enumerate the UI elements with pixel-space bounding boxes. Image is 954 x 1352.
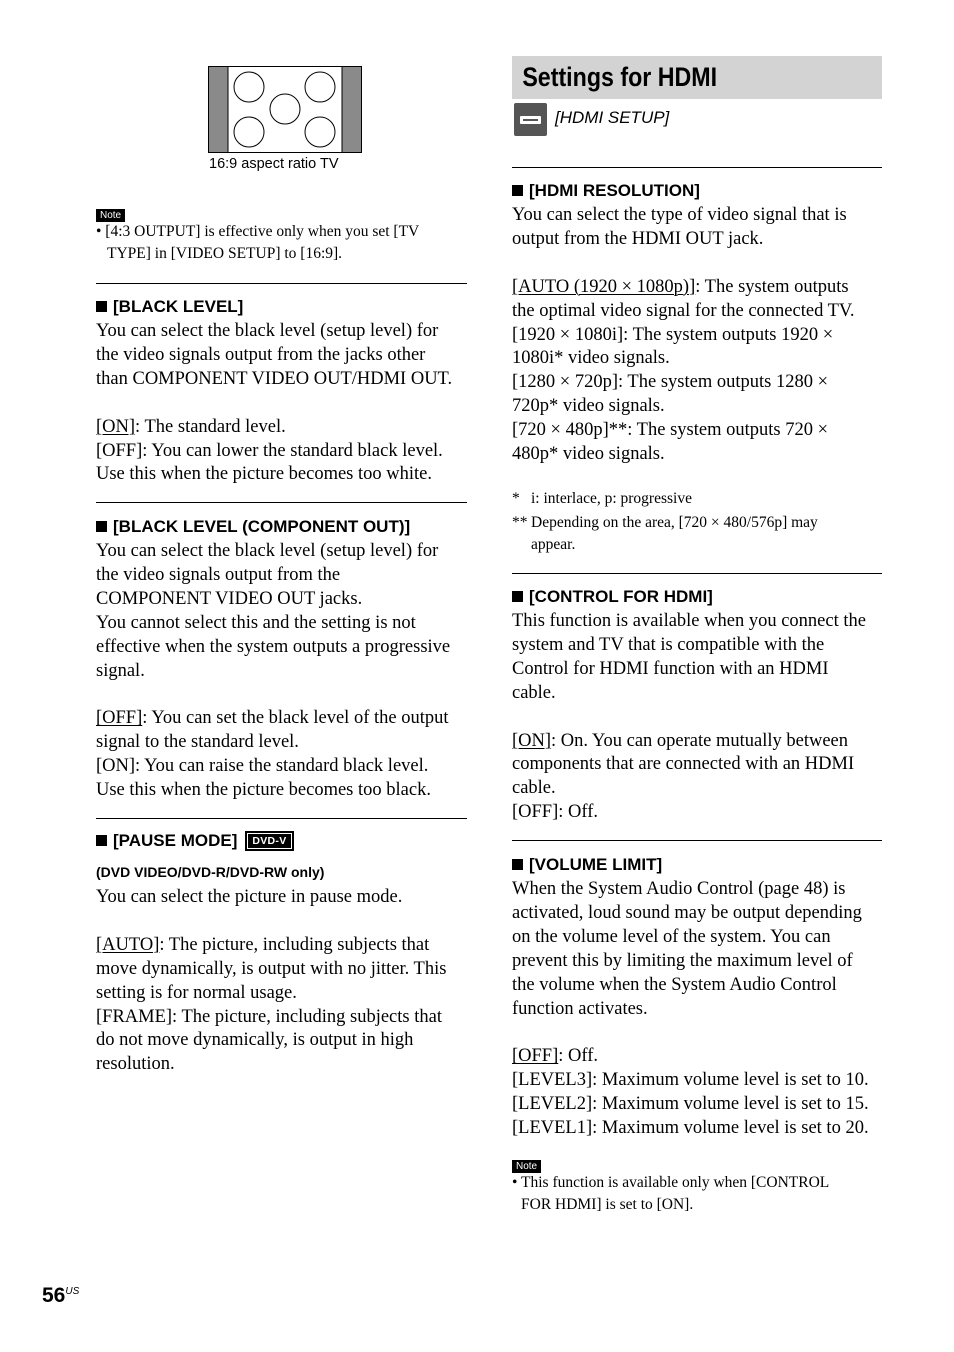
tv-illustration: [208, 66, 362, 159]
note-text: • [4:3 OUTPUT] is effective only when you set [TV TYPE] in [VIDEO SETUP] to [16:9].: [96, 223, 420, 262]
hdmi-resolution-heading: [HDMI RESOLUTION]: [512, 180, 884, 202]
volume-limit-section: [VOLUME LIMIT] When the System Audio Control (page 48) is activated, loud sound may be output depending on the volume level of the system. You can prevent this by limiting the maximum level of the volume when the System Audio Control function activates. [OFF]: Off. [LEVEL3]: Maximum volume level is set to 10. [LEVEL2]: Maximum volume level is set to 15. [LEVEL1]: Maximum volume level is set to 20.: [512, 854, 884, 1141]
pause-mode-section: [PAUSE MODE] DVD-V (DVD VIDEO/DVD-R/DVD-RW only) You can select the picture in pause mode. [AUTO]: The picture, including subjects that move dynamically, is output with no jitter. This setting is for normal usage. [FRAME]: The picture, including subjects that do not move dynamically, is output in high resolution.: [96, 830, 467, 1077]
aspect-ratio-tv-icon: [208, 66, 362, 154]
square-bullet-icon: [512, 591, 523, 602]
page-number: $56^{US}$: [42, 1284, 80, 1307]
black-level-component-heading: [BLACK LEVEL (COMPONENT OUT)]: [96, 516, 467, 538]
square-bullet-icon: [96, 835, 107, 846]
black-level-section: [BLACK LEVEL] You can select the black level (setup level) for the video signals output from the jacks other than COMPONENT VIDEO OUT/HDMI OUT. [ON]: The standard level. [OFF]: You can lower the standard black level. Use this when the picture becomes too white.: [96, 296, 467, 487]
hdmi-setup-icon: [514, 103, 547, 141]
divider: [96, 818, 467, 819]
square-bullet-icon: [96, 521, 107, 532]
setup-label: [HDMI SETUP]: [555, 108, 670, 127]
divider: [512, 840, 882, 841]
divider: [96, 283, 467, 284]
pause-mode-heading: [PAUSE MODE] DVD-V: [96, 830, 467, 852]
square-bullet-icon: [512, 859, 523, 870]
volume-limit-heading: [VOLUME LIMIT]: [512, 854, 884, 876]
square-bullet-icon: [96, 301, 107, 312]
footnotes: * i: interlace, p: progressive ** Depending on the area, [720 × 480/576p] may appear.: [512, 490, 818, 553]
dvd-v-badge: DVD-V: [245, 831, 293, 851]
square-bullet-icon: [512, 185, 523, 196]
section-title-bar: [512, 56, 882, 99]
divider: [96, 502, 467, 503]
tv-caption: 16:9 aspect ratio TV: [209, 156, 339, 172]
pause-mode-subheading: (DVD VIDEO/DVD-R/DVD-RW only): [96, 864, 325, 880]
note-badge: Note: [512, 1160, 541, 1173]
black-level-heading: [BLACK LEVEL]: [96, 296, 467, 318]
section-title: Settings for HDMI: [522, 62, 718, 92]
divider: [512, 167, 882, 168]
hdmi-resolution-section: [HDMI RESOLUTION] You can select the type of video signal that is output from the HDMI OUT jack. [AUTO (1920 × 1080p)]: The system outputs the optimal video signal for the connected TV. [1920 × 1080i]: The system outputs 1920 × 1080i* video signals. [1280 × 720p]: The system outputs 1280 × 720p* video signals. [720 × 480p]**: The system outputs 720 × 480p* video signals.: [512, 180, 884, 467]
divider: [512, 573, 882, 574]
control-for-hdmi-heading: [CONTROL FOR HDMI]: [512, 586, 884, 608]
note-text: • This function is available only when [CONTROL FOR HDMI] is set to [ON].: [512, 1174, 830, 1213]
control-for-hdmi-section: [CONTROL FOR HDMI] This function is available when you connect the system and TV that is compatible with the Control for HDMI function with an HDMI cable. [ON]: On. You can operate mutually between components that are connected with an HDMI cable. [OFF]: Off.: [512, 586, 884, 825]
black-level-component-section: [BLACK LEVEL (COMPONENT OUT)] You can select the black level (setup level) for the video signals output from the COMPONENT VIDEO OUT jacks. You cannot select this and the setting is not effective when the system outputs a progressive signal. [OFF]: You can set the black level of the output signal to the standard level. [ON]: You can raise the standard black level. Use this when the picture becomes too black.: [96, 516, 467, 803]
note-badge: Note: [96, 209, 125, 222]
